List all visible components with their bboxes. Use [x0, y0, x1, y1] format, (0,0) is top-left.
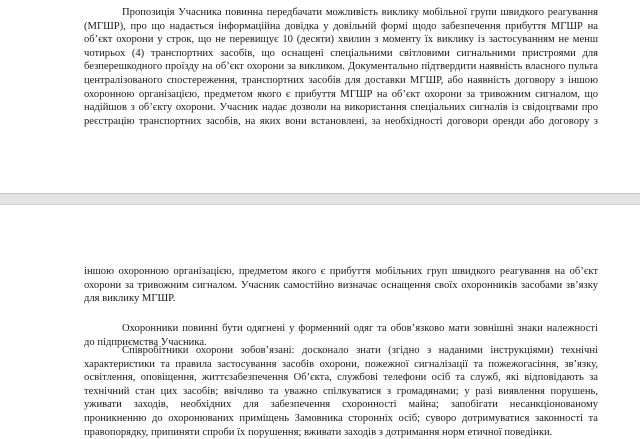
text-line: уживати заходів, необхідних для забезпечення схоронності майна; запобігати несанкціонованому: [84, 399, 598, 411]
document-page-top: [0, 0, 640, 193]
text-line: правопорядку, припиняти спроби їх порушення; вживати заходів з дотримання норм етичної поведінки.: [84, 426, 553, 438]
text-line: охорони за тривожним сигналом. Учасник самостійно визначає оснащення своїх охоронників засобами зв’язку: [84, 279, 598, 291]
text-line: Пропозиція Учасника повинна передбачати можливість виклику мобільної групи швидкого реагування: [122, 7, 598, 18]
text-line: іншою охоронною організацією, предметом якого є прибуття мобільних груп швидкого реагування на об’єкт: [84, 266, 598, 277]
text-line: чотирьох (4) транспортних засобів, що оснащені спеціальними світловими сигнальними пристроями для: [84, 47, 598, 59]
text-line: для виклику МГШР.: [84, 293, 176, 305]
text-line: надійшов з об’єкту охорони. Учасник надає дозволи на використання спеціальних сигналів із свідоцтвами про: [84, 102, 598, 114]
paragraph-continuation: [84, 265, 598, 306]
text-line: освітлення, оповіщення, життєзабезпечення Об’єкта, службові телефони осіб та служб, які відповідають за: [84, 372, 598, 384]
text-line: проникненню до охоронюваних приміщень Замовника сторонніх осіб; суворо дотримуватися законності та: [84, 412, 598, 424]
document-page-bottom: [0, 205, 640, 438]
text-line: реєстрацію транспортних засобів, на яких вони встановлені, за необхідності договори оренди або договору з: [84, 115, 598, 127]
text-line: безперешкодного проїзду на об’єкт охорони за викликом. Документально підтвердити наявність власного пульта: [84, 61, 598, 73]
text-line: Співробітники охорони зобов’язані: досконало знати (згідно з наданими інструкціями) технічні: [122, 345, 598, 356]
paragraph-guard-duties: [84, 344, 598, 439]
text-line: об’єкт охорони у строк, що не перевищує 10 (десяти) хвилин з моменту їх виклику із застосуванням не менш: [84, 34, 598, 46]
paragraph-mobile-response-group: [84, 6, 598, 128]
text-line: до підприємства Учасника.: [84, 336, 207, 348]
text-line: охоронною організацією, предметом якого є прибуття МГШР на об’єкт охорони за тривожним сигналом, що: [84, 88, 598, 100]
text-line: (МГШР), про що надається інформаційна довідка у довільній формі щодо забезпечення прибуття МГШР на: [84, 20, 598, 32]
text-line: Охоронники повинні бути одягнені у форменний одяг та обов’язково мати зовнішні знаки належності: [122, 323, 598, 334]
text-line: централізованого спостереження, транспортних засобів для доставки МГШР, або наявність договору з іншою: [84, 74, 598, 86]
text-line: характеристики та правила застосування засобів охорони, пожежної сигналізації та пожежогасіння, зв’язку,: [84, 358, 598, 370]
text-line: технічний стан цих засобів; ввічливо та уважно спілкуватися з громадянами; у разі виявлення порушень,: [84, 385, 598, 397]
page-break-gap: [0, 193, 640, 205]
